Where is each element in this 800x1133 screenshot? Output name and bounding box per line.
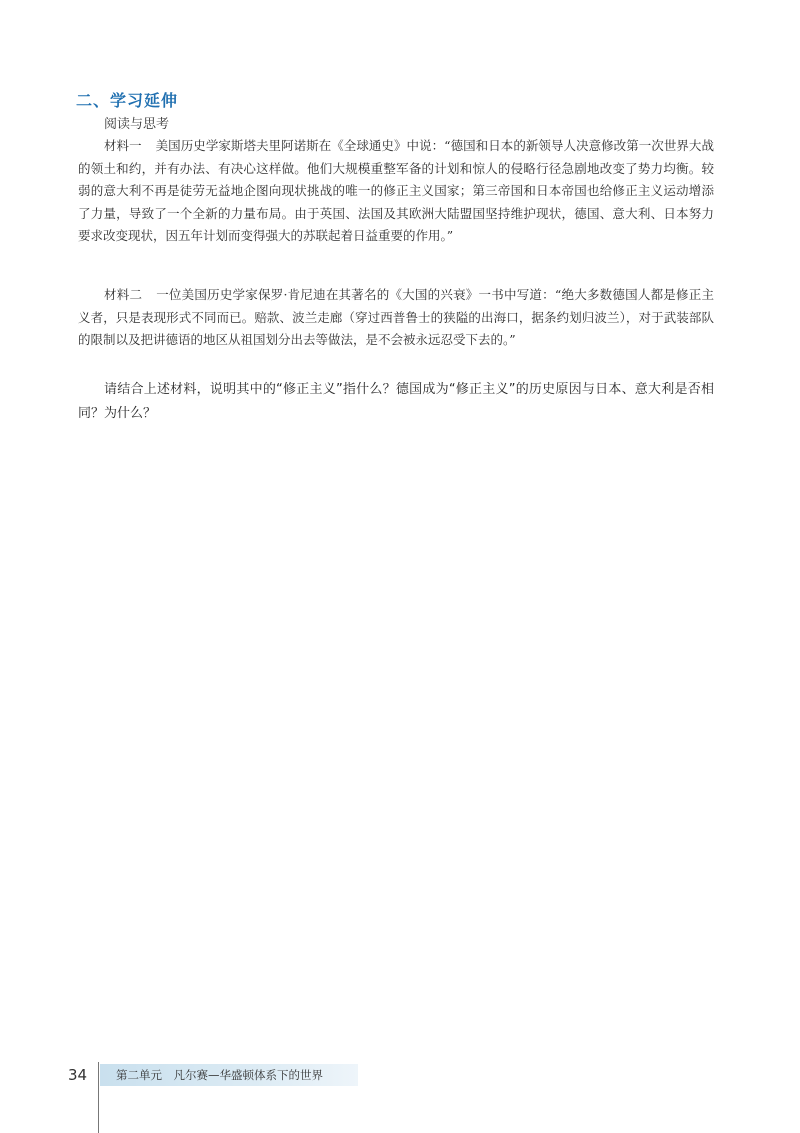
material-one-paragraph xyxy=(78,135,714,248)
material-two-label: 材料二 xyxy=(104,287,143,302)
section-title: 二、学习延伸 xyxy=(76,91,179,110)
material-one-label: 材料一 xyxy=(104,138,142,153)
material-two-text: 一位美国历史学家保罗·肯尼迪在其著名的《大国的兴衰》一书中写道：“绝大多数德国人都是修正主义者，只是表现形式不同而已。赔款、波兰走廊（穿过西普鲁士的狭隘的出海口，据条约划归波兰），对于武装部队的限制以及把讲德语的地区从祖国划分出去等做法，是不会被永远忍受下去的。” xyxy=(78,287,714,347)
footer-unit-title: 第二单元 凡尔赛—华盛顿体系下的世界 xyxy=(116,1068,323,1082)
subheading: 阅读与思考 xyxy=(104,117,170,132)
material-two-paragraph xyxy=(78,284,714,352)
discussion-question: 请结合上述材料，说明其中的“修正主义”指什么？德国成为“修正主义”的历史原因与日本、意大利是否相同？为什么？ xyxy=(78,382,714,421)
material-one-text: 美国历史学家斯塔夫里阿诺斯在《全球通史》中说：“德国和日本的新领导人决意修改第一次世界大战的领土和约，并有办法、有决心这样做。他们大规模重整军备的计划和惊人的侵略行径急剧地改变了势力均衡。较弱的意大利不再是徒劳无益地企图向现状挑战的唯一的修正主义国家；第三帝国和日本帝国也给修正主义运动增添了力量，导致了一个全新的力量布局。由于英国、法国及其欧洲大陆盟国坚持维护现状，德国、意大利、日本努力要求改变现状，因五年计划而变得强大的苏联起着日益重要的作用。” xyxy=(78,138,714,243)
footer-divider xyxy=(98,1062,99,1133)
page-number: 34 xyxy=(68,1066,88,1084)
